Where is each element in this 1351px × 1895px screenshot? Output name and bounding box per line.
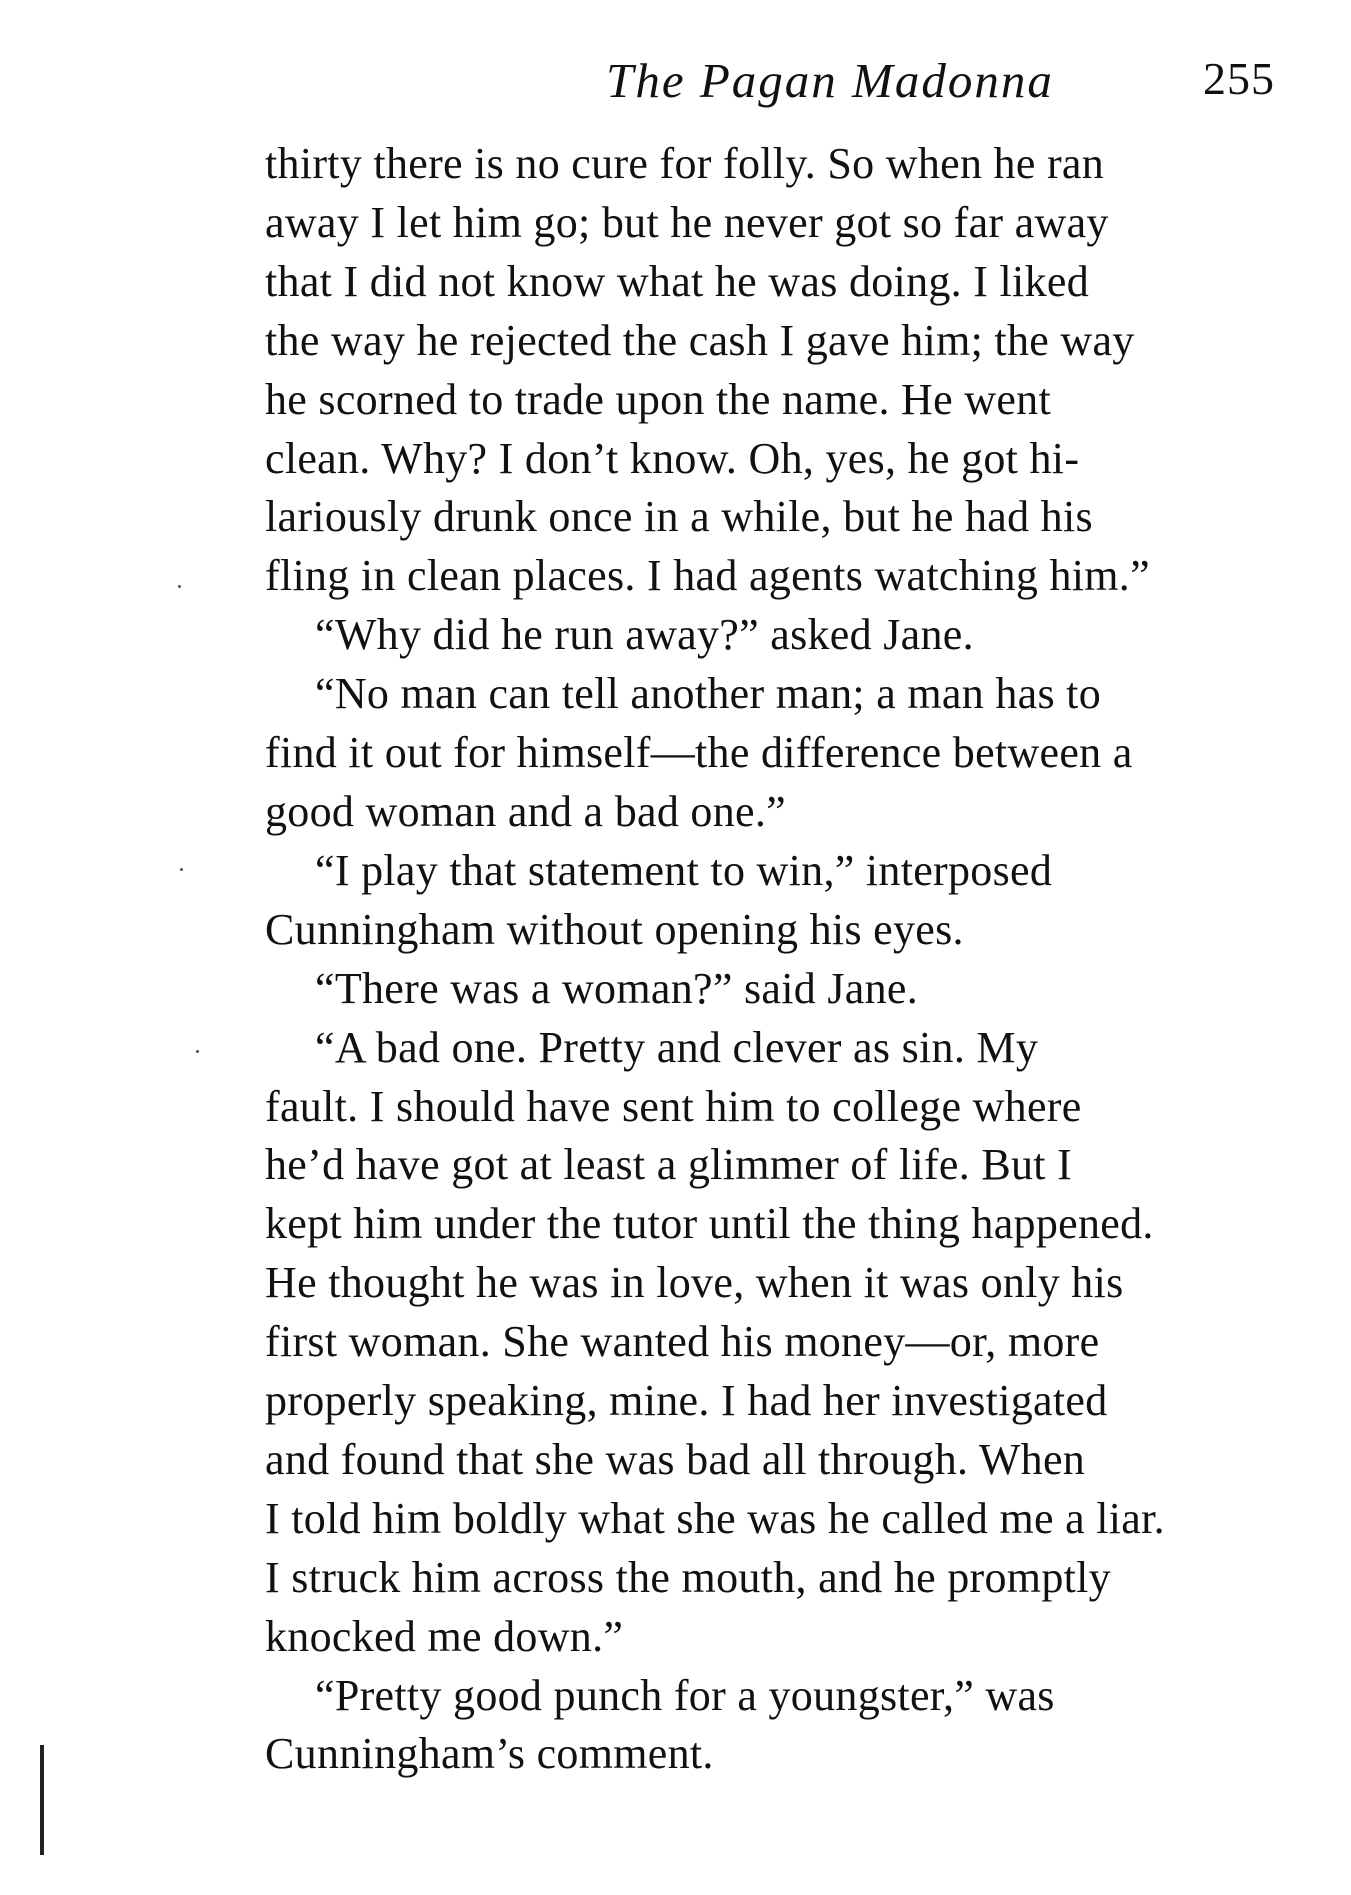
text-line: “Why did he run away?” asked Jane.	[315, 610, 974, 660]
text-line: Cunningham’s comment.	[265, 1729, 714, 1779]
text-line: thirty there is no cure for folly. So when he ran	[265, 139, 1105, 188]
text-line: find it out for himself—the difference between a	[265, 728, 1133, 778]
text-line: “A bad one. Pretty and clever as sin. My	[315, 1022, 1039, 1072]
text-line: I told him boldly what she was he called me a liar.	[265, 1493, 1165, 1543]
text-line: clean. Why? I don’t know. Oh, yes, he got hi-	[265, 433, 1080, 483]
text-line: that I did not know what he was doing. I liked	[265, 256, 1089, 306]
text-line: good woman and a bad one.”	[265, 786, 786, 836]
page-number: 255	[1203, 53, 1275, 104]
text-line: “There was a woman?” said Jane.	[315, 963, 919, 1013]
text-line: first woman. She wanted his money—or, more	[265, 1317, 1100, 1367]
text-line: lariously drunk once in a while, but he had his	[265, 492, 1093, 542]
text-line: He thought he was in love, when it was only his	[265, 1258, 1124, 1308]
text-line: knocked me down.”	[265, 1611, 624, 1661]
text-line: and found that she was bad all through. When	[265, 1434, 1086, 1484]
text-line: fling in clean places. I had agents watching him.”	[265, 551, 1150, 601]
text-line: Cunningham without opening his eyes.	[265, 904, 964, 954]
body-text	[265, 135, 1275, 1784]
text-line: kept him under the tutor until the thing happened.	[265, 1199, 1154, 1249]
text-line: fault. I should have sent him to college where	[265, 1081, 1082, 1131]
scan-speck	[196, 1050, 199, 1053]
text-line: properly speaking, mine. I had her investigated	[265, 1376, 1108, 1426]
running-title: The Pagan Madonna	[606, 53, 1054, 108]
text-line: “Pretty good punch for a youngster,” was	[315, 1670, 1055, 1720]
running-head	[265, 52, 1275, 112]
text-line: “No man can tell another man; a man has to	[315, 669, 1101, 719]
text-line: he’d have got at least a glimmer of life. But I	[265, 1140, 1073, 1190]
scan-speck	[180, 868, 183, 871]
margin-scan-mark	[40, 1745, 44, 1855]
text-line: I struck him across the mouth, and he promptly	[265, 1552, 1111, 1602]
text-line: “I play that statement to win,” interposed	[315, 845, 1053, 895]
text-line: the way he rejected the cash I gave him; the way	[265, 315, 1135, 365]
scan-speck	[178, 585, 181, 588]
text-line: away I let him go; but he never got so far away	[265, 197, 1109, 247]
text-line: he scorned to trade upon the name. He went	[265, 374, 1051, 424]
